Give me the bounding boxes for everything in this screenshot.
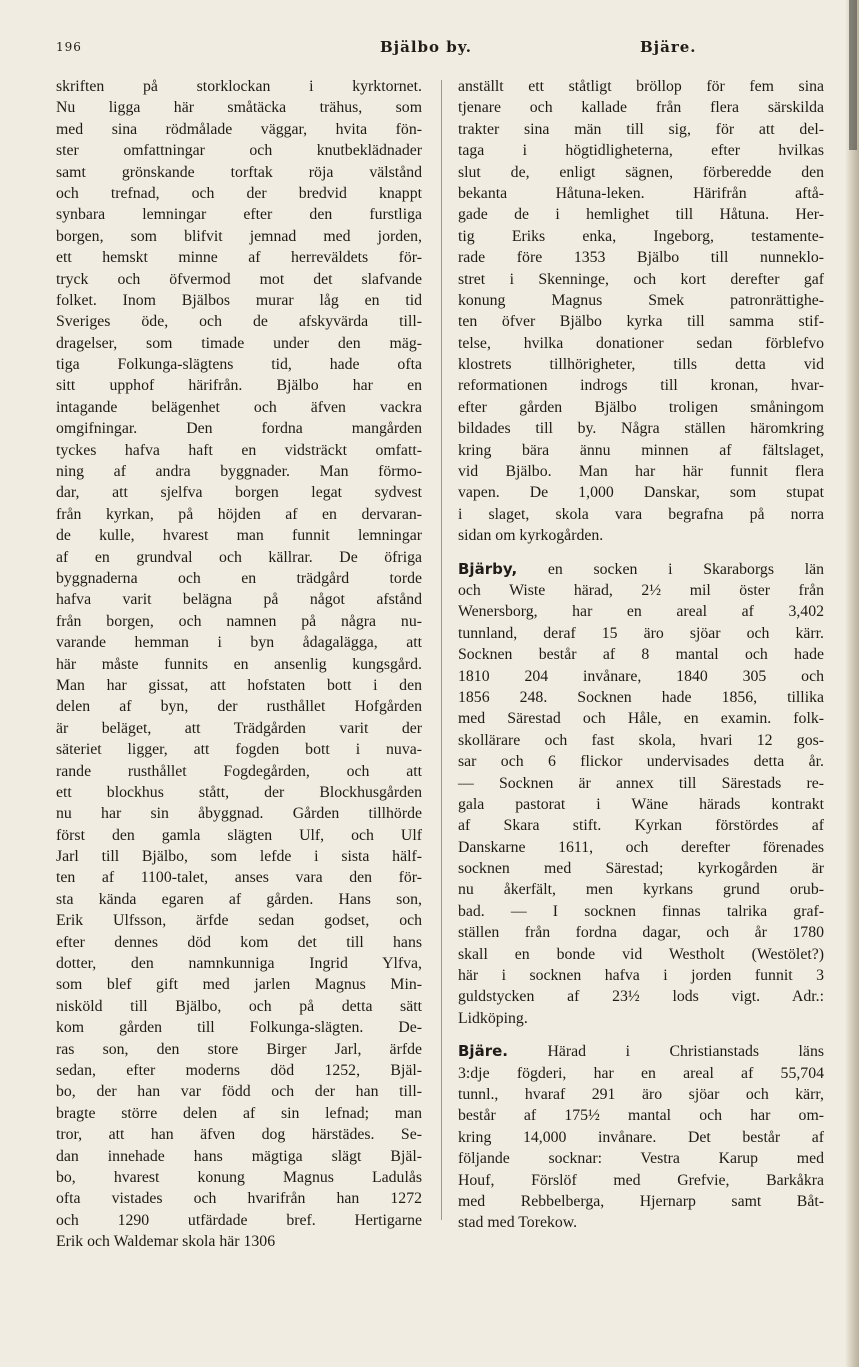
text-line: dotter, den namnkunniga Ingrid Ylfva,: [56, 955, 422, 973]
text-line: [458, 986, 824, 1007]
line-text: stret i Skenninge, och kort derefter gaf: [458, 270, 824, 288]
text-line: och trefnad, och der bredvid knappt: [56, 184, 422, 202]
text-line: [458, 1008, 824, 1029]
line-text: telse, hvilka donationer sedan förblefvo: [458, 334, 824, 352]
text-line: [458, 162, 824, 183]
text-line: ster omfattningar och knutbeklädnader: [56, 142, 422, 160]
line-text: guldstycken af 23½ lods vigt. Adr.:: [458, 988, 824, 1006]
text-line: varande hemman i byn ådagalägga, att: [56, 634, 422, 652]
line-text: reformationen indrogs till kronan, hvar-: [458, 377, 824, 395]
running-head-left: Bjälbo by.: [380, 38, 472, 56]
line-text: tjenare och kallade från flera särskilda: [458, 99, 824, 117]
entry-first-line: [458, 1041, 824, 1062]
text-line: tror, att han äfven dog härstädes. Se-: [56, 1126, 422, 1144]
text-line: bo, hvarest konung Magnus Ladulås: [56, 1168, 422, 1186]
text-line: [458, 76, 824, 97]
text-line: [458, 730, 824, 751]
column-divider: [441, 80, 442, 1220]
running-head-right: Bjäre.: [640, 38, 697, 56]
text-line: [458, 879, 824, 900]
text-line: Erik och Waldemar skola här 1306: [56, 1233, 276, 1251]
text-line: [458, 504, 824, 525]
text-line: byggnaderna och en trädgård torde: [56, 569, 422, 587]
text-line: [458, 290, 824, 311]
text-line: med sina rödmålade väggar, hvita fön-: [56, 120, 422, 138]
left-column: [56, 76, 422, 1252]
text-line: [458, 247, 824, 268]
text-line: [458, 525, 824, 546]
text-line: de kulle, hvarest man funnit lemningar: [56, 527, 422, 545]
text-line: Sveriges öde, och de afskyvärda till-: [56, 313, 422, 331]
line-text: 1810 204 invånare, 1840 305 och: [458, 667, 824, 685]
line-text: Danskarne 1611, och derefter förenades: [458, 838, 824, 856]
line-text: ten öfver Bjälbo kyrka till samma stif-: [458, 313, 824, 331]
line-text: vid Bjälbo. Man har här funnit flera: [458, 463, 824, 481]
line-text: tig Eriks enka, Ingeborg, testamente-: [458, 227, 824, 245]
text-line: samt grönskande torftak röja välstånd: [56, 163, 422, 181]
line-text: af Skara stift. Kyrkan förstördes af: [458, 817, 824, 835]
text-line: nu har sin åbyggnad. Gården tillhörde: [56, 805, 422, 823]
text-line: omgifningar. Den fordna mangården: [56, 420, 422, 438]
line-text: med Rebbelberga, Hjernarp samt Båt-: [458, 1192, 824, 1210]
line-text: Härad i Christianstads läns: [507, 1043, 824, 1061]
entry-headword: Bjäre.: [458, 1042, 508, 1061]
text-line: [458, 837, 824, 858]
text-line: [458, 922, 824, 943]
line-text: tunnland, deraf 15 äro sjöar och kärr.: [458, 624, 824, 642]
right-column: [458, 76, 824, 1234]
text-line: [458, 418, 824, 439]
text-line: [458, 1170, 824, 1191]
text-line: är beläget, att Trädgården varit der: [56, 719, 422, 737]
text-line: ning af andra byggnader. Man förmo-: [56, 463, 422, 481]
line-text: följande socknar: Vestra Karup med: [458, 1150, 824, 1168]
text-line: [458, 751, 824, 772]
line-text: skollärare och fast skola, hvari 12 gos-: [458, 731, 824, 749]
text-line: sta kända egaren af gården. Hans son,: [56, 890, 422, 908]
line-text: 3:dje fögderi, har en areal af 55,704: [458, 1064, 824, 1082]
line-text: nu åkerfält, men kyrkans grund orub-: [458, 881, 824, 899]
text-line: [458, 226, 824, 247]
line-text: Wenersborg, har en areal af 3,402: [458, 603, 824, 621]
text-line: dar, att sjelfva borgen legat sydvest: [56, 484, 422, 502]
text-line: [458, 708, 824, 729]
text-line: folket. Inom Bjälbos murar låg en tid: [56, 291, 422, 309]
line-text: och Wiste härad, 2½ mil öster från: [458, 581, 824, 599]
text-line: tiga Folkunga-slägtens tid, hade ofta: [56, 356, 422, 374]
line-text: vapen. De 1,000 Danskar, som stupat: [458, 484, 824, 502]
page-number: 196: [56, 40, 82, 54]
text-line: [458, 482, 824, 503]
line-text: bekanta Håtuna-leken. Härifrån aftå-: [458, 184, 824, 202]
text-line: dan innehade hans mägtiga slägt Bjäl-: [56, 1147, 422, 1165]
text-line: [458, 944, 824, 965]
line-text: gala pastorat i Wäne härads kontrakt: [458, 795, 824, 813]
line-text: sar och 6 flickor undervisades detta år.: [458, 753, 824, 771]
text-line: [458, 440, 824, 461]
text-line: bragte större delen af sin lefnad; man: [56, 1104, 422, 1122]
line-text: ställen från fordna dagar, och år 1780: [458, 924, 824, 942]
text-line: [458, 354, 824, 375]
text-line: [458, 1148, 824, 1169]
text-line: [458, 333, 824, 354]
page-edge: [845, 0, 859, 1367]
text-line: här måste funnits en ansenlig kungsgård.: [56, 655, 422, 673]
line-text: trakter sina män till sig, för att del-: [458, 120, 824, 138]
line-text: här i socknen hafva i jorden funnit 3: [458, 967, 824, 985]
text-line: [458, 901, 824, 922]
text-line: från borgen, och namnen på några nu-: [56, 612, 422, 630]
text-line: [458, 461, 824, 482]
text-line: [458, 965, 824, 986]
line-text: kring bära ännu minnen af fältslaget,: [458, 441, 824, 459]
page-header: [0, 34, 859, 64]
text-line: ras son, den store Birger Jarl, ärfde: [56, 1040, 422, 1058]
line-text: en socken i Skaraborgs län: [517, 560, 824, 578]
text-line: borgen, som blifvit jemnad med jorden,: [56, 227, 422, 245]
text-line: bo, der han var född och der han till-: [56, 1083, 422, 1101]
text-line: [458, 623, 824, 644]
text-line: [458, 815, 824, 836]
text-line: [458, 601, 824, 622]
text-line: intagande belägenhet och äfven vackra: [56, 398, 422, 416]
line-text: bad. — I socknen finnas talrika graf-: [458, 902, 824, 920]
text-line: Erik Ulfsson, ärfde sedan godset, och: [56, 912, 422, 930]
text-line: [458, 311, 824, 332]
line-text: — Socknen är annex till Särestads re-: [458, 774, 824, 792]
text-line: Nu ligga här småtäcka trähus, som: [56, 99, 422, 117]
line-text: kring 14,000 invånare. Det består af: [458, 1128, 824, 1146]
text-line: [458, 1063, 824, 1084]
text-line: dragelser, som timade under den mäg-: [56, 334, 422, 352]
text-line: Man har gissat, att hofstaten bott i den: [56, 676, 422, 694]
line-text: stad med Torekow.: [458, 1214, 578, 1232]
text-line: nisköld till Bjälbo, och på detta sätt: [56, 997, 422, 1015]
text-line: synbara lemningar efter den furstliga: [56, 206, 422, 224]
line-text: 1856 248. Socknen hade 1856, tillika: [458, 688, 824, 706]
text-line: [458, 397, 824, 418]
text-line: [458, 97, 824, 118]
text-line: kom gården till Folkunga-slägten. De-: [56, 1019, 422, 1037]
text-line: efter dennes död kom det till hans: [56, 933, 422, 951]
text-line: från kyrkan, på höjden af en dervaran-: [56, 505, 422, 523]
line-text: i slaget, skola vara begrafna på norra: [458, 505, 824, 523]
text-line: skriften på storklockan i kyrktornet.: [56, 78, 422, 95]
text-line: [458, 773, 824, 794]
text-line: delen af byn, der rusthållet Hofgården: [56, 698, 422, 716]
line-text: tunnl., hvaraf 291 äro sjöar och kärr,: [458, 1085, 824, 1103]
line-text: sidan om kyrkogården.: [458, 527, 604, 545]
entry-headword: Bjärby,: [458, 559, 518, 578]
text-line: [458, 580, 824, 601]
edge-mark: [849, 0, 857, 150]
text-line: ett blockhus stått, der Blockhusgården: [56, 783, 422, 801]
text-line: [458, 269, 824, 290]
text-line: [458, 858, 824, 879]
text-line: ten af 1100-talet, anses vara den för-: [56, 869, 422, 887]
text-line: hafva varit belägna på något afstånd: [56, 591, 422, 609]
text-line: [458, 794, 824, 815]
text-line: ett hemskt minne af herreväldets för-: [56, 249, 422, 267]
text-line: [458, 1212, 824, 1233]
line-text: med Särestad och Håle, en examin. folk-: [458, 710, 824, 728]
text-line: sitt upphof härifrån. Bjälbo har en: [56, 377, 422, 395]
text-line: [458, 1105, 824, 1126]
text-line: [458, 183, 824, 204]
text-line: Jarl till Bjälbo, som lefde i sista hälf-: [56, 848, 422, 866]
line-text: klostrets tillhörigheter, tills detta vid: [458, 356, 824, 374]
text-line: sedan, efter moderns död 1252, Bjäl-: [56, 1061, 422, 1079]
text-line: ofta vistades och hvarifrån han 1272: [56, 1190, 422, 1208]
text-line: [458, 119, 824, 140]
line-text: slut de, enligt sägnen, förberedde den: [458, 163, 824, 181]
text-line: [458, 644, 824, 665]
line-text: skall en bonde vid Westholt (Westölet?): [458, 945, 824, 963]
line-text: socknen med Särestad; kyrkogården är: [458, 860, 824, 878]
line-text: Houf, Förslöf med Grefvie, Barkåkra: [458, 1171, 824, 1189]
line-text: Socknen består af 8 mantal och hade: [458, 646, 824, 664]
text-line: [458, 140, 824, 161]
text-line: [458, 375, 824, 396]
text-line: tryck och öfvermod mot det slafvande: [56, 270, 422, 288]
text-line: rande rusthållet Fogdegården, och att: [56, 762, 422, 780]
text-line: först den gamla slägten Ulf, och Ulf: [56, 826, 422, 844]
text-line: [458, 666, 824, 687]
line-text: konung Magnus Smek patronrättighe-: [458, 291, 824, 309]
text-line: som blef gift med jarlen Magnus Min-: [56, 976, 422, 994]
text-line: [458, 1191, 824, 1212]
line-text: består af 175½ mantal och har om-: [458, 1107, 824, 1125]
text-line: [458, 204, 824, 225]
text-line: säteriet ligger, att fogden bott i nuva-: [56, 741, 422, 759]
text-line: tyckes hafva haft en vidsträckt omfatt-: [56, 441, 422, 459]
line-text: anställt ett ståtligt bröllop för fem sina: [458, 78, 824, 95]
line-text: rade före 1353 Bjälbo till nunneklo-: [458, 249, 824, 267]
line-text: efter gården Bjälbo troligen småningom: [458, 398, 824, 416]
line-text: gade de i hemlighet till Håtuna. Her-: [458, 206, 824, 224]
line-text: Lidköping.: [458, 1009, 528, 1027]
line-text: taga i högtidligheterna, efter hvilkas: [458, 142, 824, 160]
text-line: och 1290 utfärdade bref. Hertigarne: [56, 1211, 422, 1229]
entry-first-line: [458, 559, 824, 580]
text-line: af en grundval och källrar. De öfriga: [56, 548, 422, 566]
line-text: bildades till by. Några ställen häromkring: [458, 420, 824, 438]
text-line: [458, 1084, 824, 1105]
text-line: [458, 687, 824, 708]
text-line: [458, 1127, 824, 1148]
